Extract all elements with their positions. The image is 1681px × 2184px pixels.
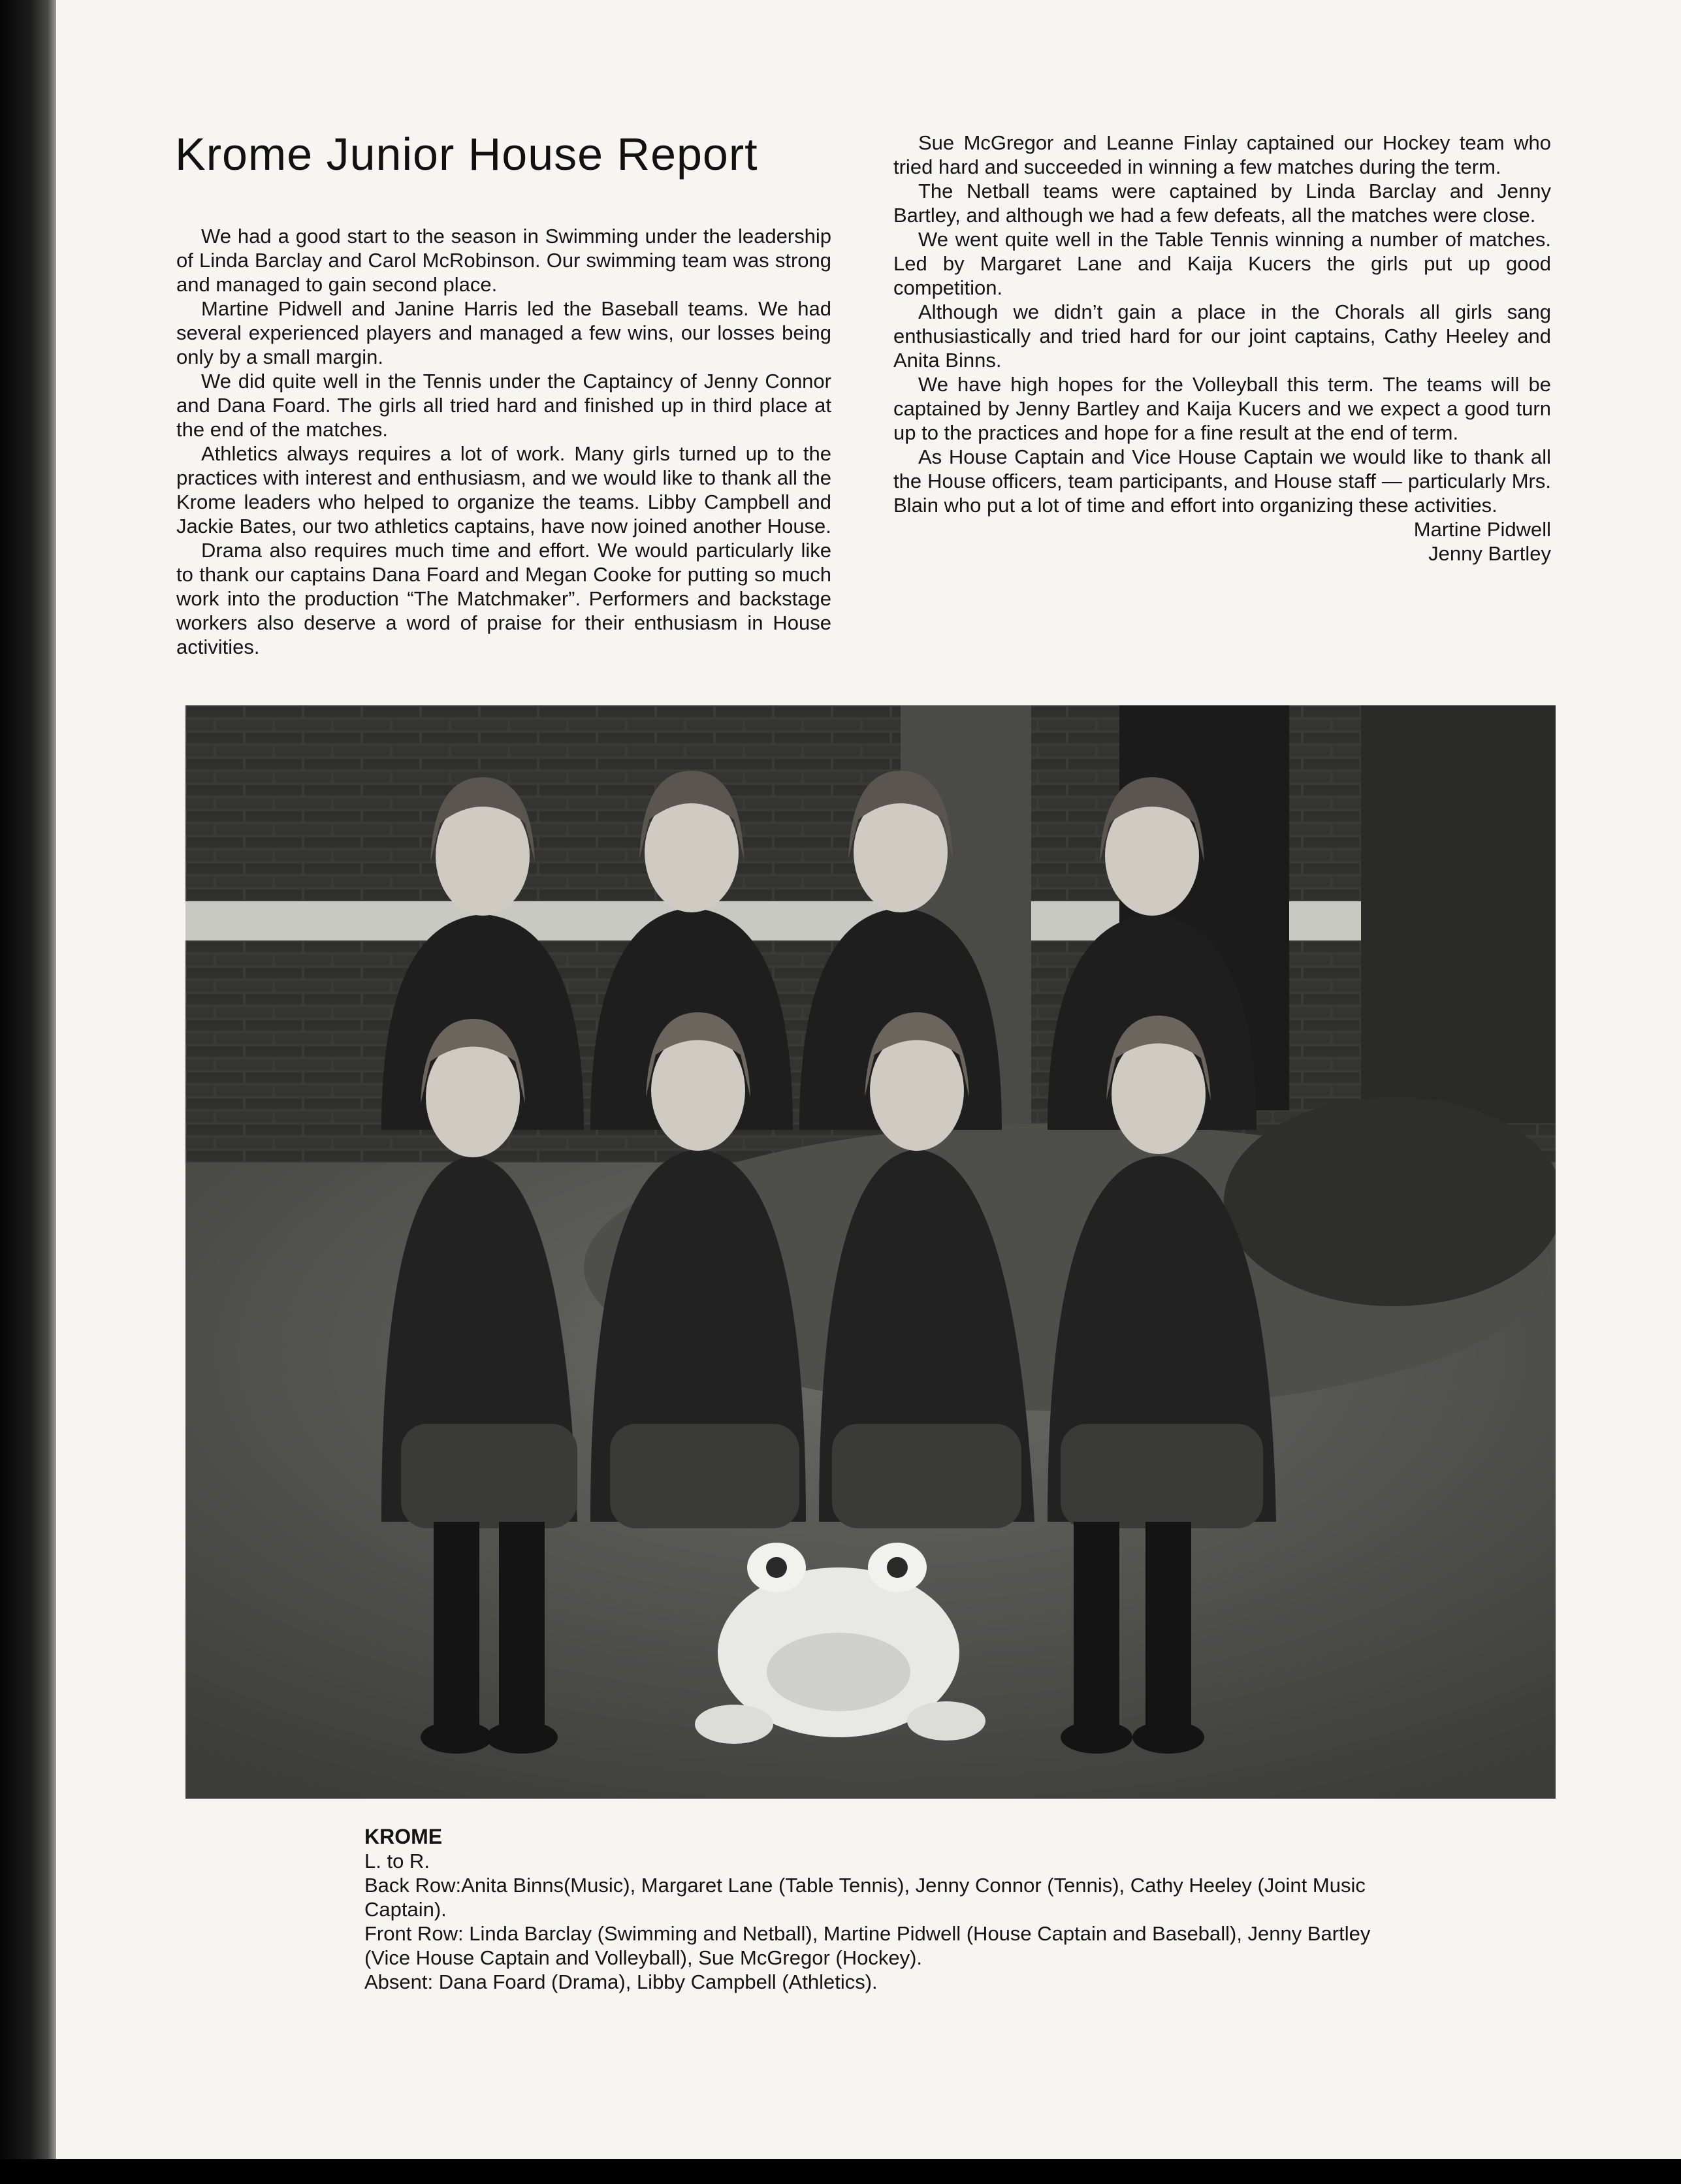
- photo-caption: [364, 1825, 1383, 1994]
- paragraph-netball: The Netball teams were captained by Linda Barclay and Jenny Bartley, and although we had a few defeats, all the matches were close.: [893, 180, 1551, 227]
- caption-order: L. to R.: [364, 1850, 430, 1872]
- paragraph-athletics: Athletics always requires a lot of work. Many girls turned up to the practices with interest and enthusiasm, and we would like to thank all the Krome leaders who helped to organize the teams. Libby Campbell and Jackie Bates, our two athletics captains, have now joined another House.: [176, 442, 831, 538]
- paragraph-swimming: We had a good start to the season in Swimming under the leadership of Linda Barclay and Carol McRobinson. Our swimming team was strong and managed to gain second place.: [176, 225, 831, 296]
- caption-absent: Absent: Dana Foard (Drama), Libby Campbell (Athletics).: [364, 1970, 878, 1993]
- group-photo-illustration: [185, 705, 1556, 1799]
- caption-back-row: Back Row:Anita Binns(Music), Margaret Lane (Table Tennis), Jenny Connor (Tennis), Cathy Heeley (Joint Music Captain).: [364, 1874, 1366, 1921]
- caption-front-row: Front Row: Linda Barclay (Swimming and Netball), Martine Pidwell (House Captain and Baseball), Jenny Bartley (Vice House Captain and Volleyball), Sue McGregor (Hockey).: [364, 1922, 1371, 1969]
- paragraph-tennis: We did quite well in the Tennis under the Captaincy of Jenny Connor and Dana Foard. The girls all tried hard and finished up in third place at the end of the matches.: [176, 370, 831, 441]
- paragraph-table-tennis: We went quite well in the Table Tennis winning a number of matches. Led by Margaret Lane and Kaija Kucers the girls put up good competition.: [893, 228, 1551, 299]
- report-left-column: [176, 224, 831, 659]
- paragraph-volleyball: We have high hopes for the Volleyball this term. The teams will be captained by Jenny Bartley and Kaija Kucers and we expect a good turn up to the practices and hope for a fine result at the end of term.: [893, 373, 1551, 444]
- paragraph-drama: Drama also requires much time and effort. We would particularly like to thank our captains Dana Foard and Megan Cooke for putting so much work into the production “The Matchmaker”. Performers and backstage workers also deserve a word of praise for their enthusiasm in House activities.: [176, 539, 831, 658]
- paragraph-thanks: As House Captain and Vice House Captain we would like to thank all the House officers, team participants, and House staff — particularly Mrs. Blain who put a lot of time and effort into organizing these activities.: [893, 445, 1551, 517]
- paragraph-chorals: Although we didn’t gain a place in the Chorals all girls sang enthusiastically and tried hard for our joint captains, Cathy Heeley and Anita Binns.: [893, 300, 1551, 372]
- scan-bottom-border: [0, 2159, 1681, 2184]
- caption-heading: KROME: [364, 1825, 443, 1848]
- signature-house-captain: Martine Pidwell: [1413, 518, 1551, 541]
- report-right-column: [893, 131, 1551, 566]
- paragraph-hockey: Sue McGregor and Leanne Finlay captained our Hockey team who tried hard and succeeded in winning a few matches during the term.: [893, 131, 1551, 178]
- signature-vice-captain: Jenny Bartley: [1428, 542, 1551, 565]
- paragraph-baseball: Martine Pidwell and Janine Harris led the Baseball teams. We had several experienced players and managed a few wins, our losses being only by a small margin.: [176, 297, 831, 368]
- page-binding-edge: [0, 0, 56, 2184]
- page-title: Krome Junior House Report: [175, 129, 758, 180]
- group-photo: [185, 705, 1556, 1799]
